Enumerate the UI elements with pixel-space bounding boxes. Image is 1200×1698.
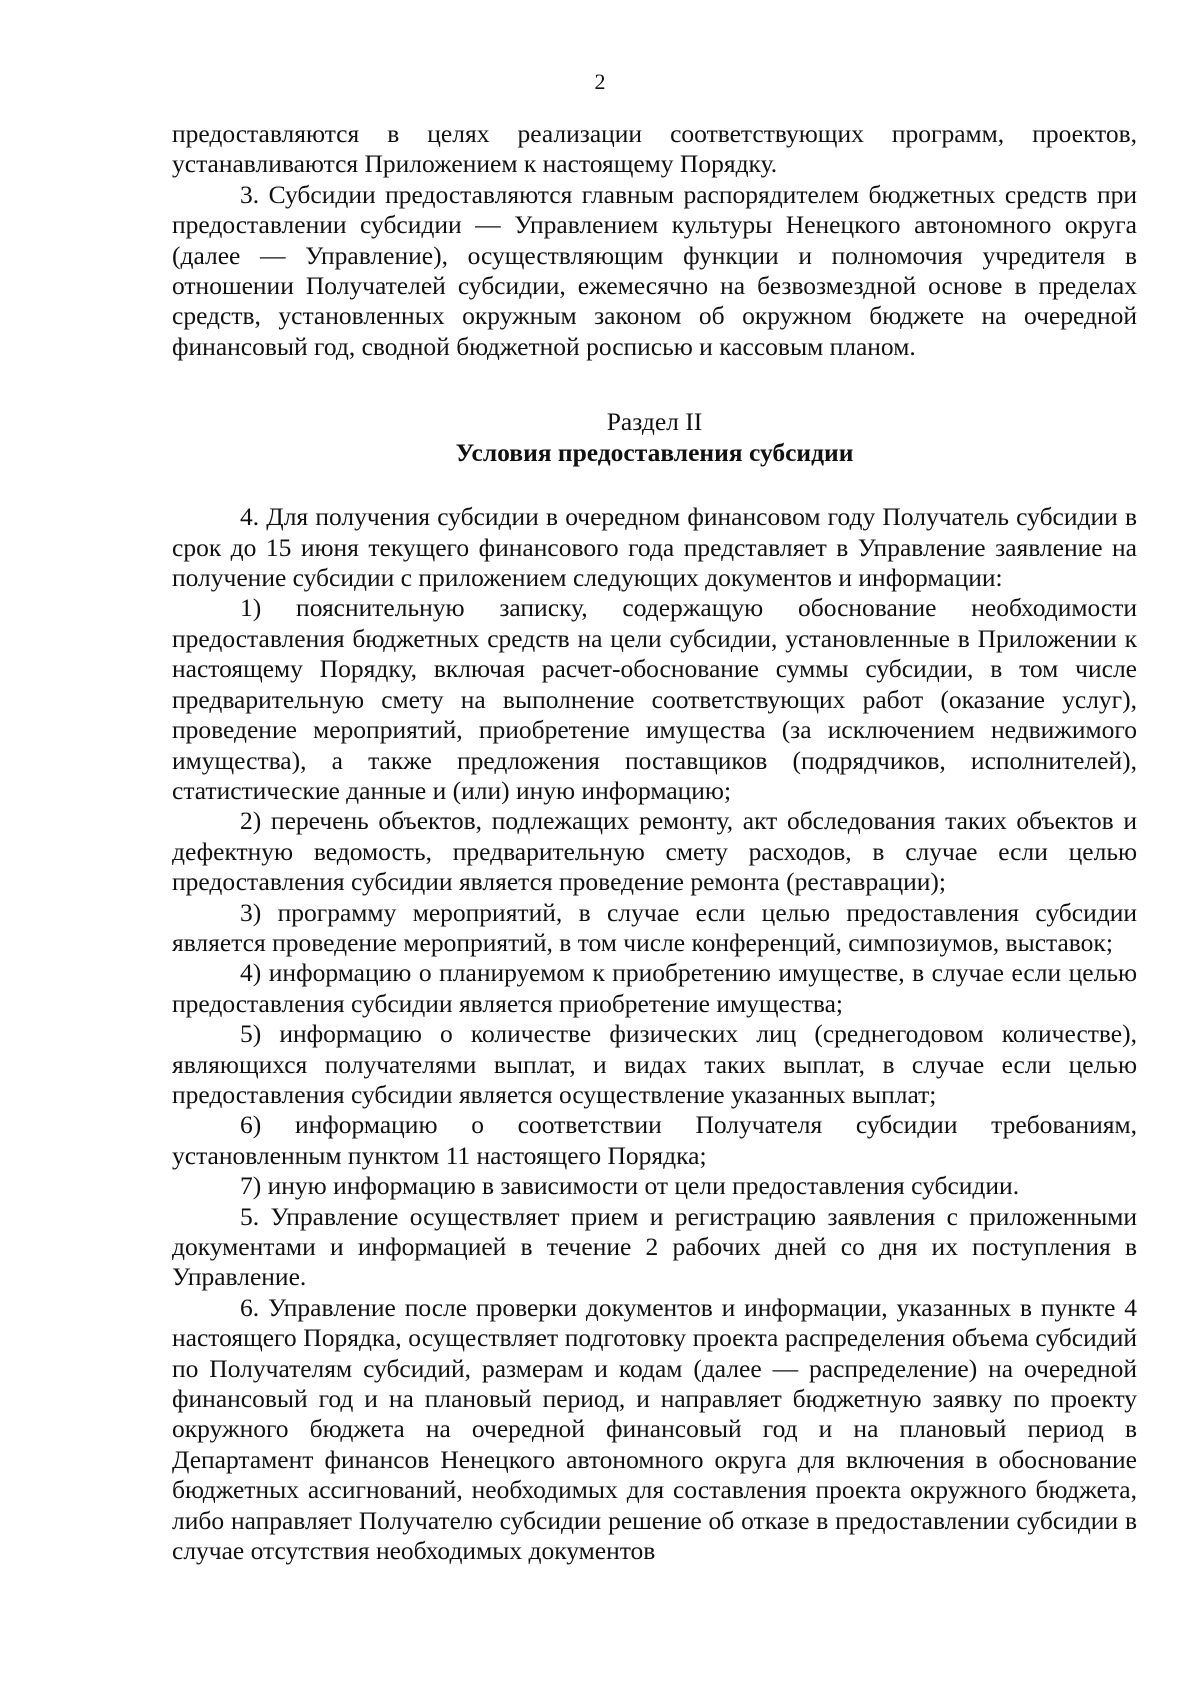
paragraph-subitem-2: 2) перечень объектов, подлежащих ремонту, акт обследования таких объектов и дефектную ведомость, предварительную смету расходов, в случае если целью предоставления субсидии является проведение ремонта (реставрации); [172, 806, 1137, 897]
section-title: Условия предоставления субсидии [455, 438, 854, 468]
paragraph-item-4: 4. Для получения субсидии в очередном финансовом году Получатель субсидии в срок до 15 июня текущего финансового года представляет в Управление заявление на получение субсидии с приложением следующих документов и информации: [172, 502, 1137, 593]
paragraph-subitem-5: 5) информацию о количестве физических лиц (среднегодовом количестве), являющихся получателями выплат, и видах таких выплат, в случае если целью предоставления субсидии является осуществление указанных выплат; [172, 1019, 1137, 1109]
section-label: Раздел II [606, 407, 703, 437]
paragraph-item-3: 3. Субсидии предоставляются главным распорядителем бюджетных средств при предоставлении субсидии — Управлением культуры Ненецкого автономного округа (далее — Управление), осуществляющим функции и полномочия учредителя в отношении Получателей субсидии, ежемесячно на безвозмездной основе в пределах средств, установленных окружным законом об окружном бюджете на очередной финансовый год, сводной бюджетной росписью и кассовым планом. [172, 179, 1137, 361]
paragraph-continuation: предоставляются в целях реализации соответствующих программ, проектов, устанавливаются Приложением к настоящему Порядку. [172, 119, 1137, 179]
page-number: 2 [594, 69, 606, 94]
paragraph-subitem-4: 4) информацию о планируемом к приобретению имуществе, в случае если целью предоставления субсидии является приобретение имущества; [172, 958, 1137, 1018]
paragraph-subitem-1: 1) пояснительную записку, содержащую обоснование необходимости предоставления бюджетных средств на цели субсидии, установленные в Приложении к настоящему Порядку, включая расчет-обоснование суммы субсидии, в том числе предварительную смету на выполнение соответствующих работ (оказание услуг), проведение мероприятий, приобретение имущества (за исключением недвижимого имущества), а также предложения поставщиков (подрядчиков, исполнителей), статистические данные и (или) иную информацию; [172, 593, 1137, 805]
paragraph-subitem-3: 3) программу мероприятий, в случае если целью предоставления субсидии является проведение мероприятий, в том числе конференций, симпозиумов, выставок; [172, 897, 1137, 957]
paragraph-item-5: 5. Управление осуществляет прием и регистрацию заявления с приложенными документами и информацией в течение 2 рабочих дней со дня их поступления в Управление. [172, 1201, 1137, 1292]
paragraph-subitem-6: 6) информацию о соответствии Получателя субсидии требованиям, установленным пунктом 11 настоящего Порядка; [172, 1110, 1137, 1170]
paragraph-item-6: 6. Управление после проверки документов и информации, указанных в пункте 4 настоящего Порядка, осуществляет подготовку проекта распределения объема субсидий по Получателям субсидий, размерам и кодам (далее — распределение) на очередной финансовый год и на плановый период, и направляет бюджетную заявку по проекту окружного бюджета на очередной финансовый год и на плановый период в Департамент финансов Ненецкого автономного округа для включения в обоснование бюджетных ассигнований, необходимых для составления проекта окружного бюджета, либо направляет Получателю субсидии решение об отказе в предоставлении субсидии в случае отсутствия необходимых документов [172, 1292, 1137, 1566]
section-heading [172, 406, 1137, 468]
paragraph-subitem-7: 7) иную информацию в зависимости от цели предоставления субсидии. [240, 1171, 1020, 1201]
document-body [172, 119, 1137, 1566]
